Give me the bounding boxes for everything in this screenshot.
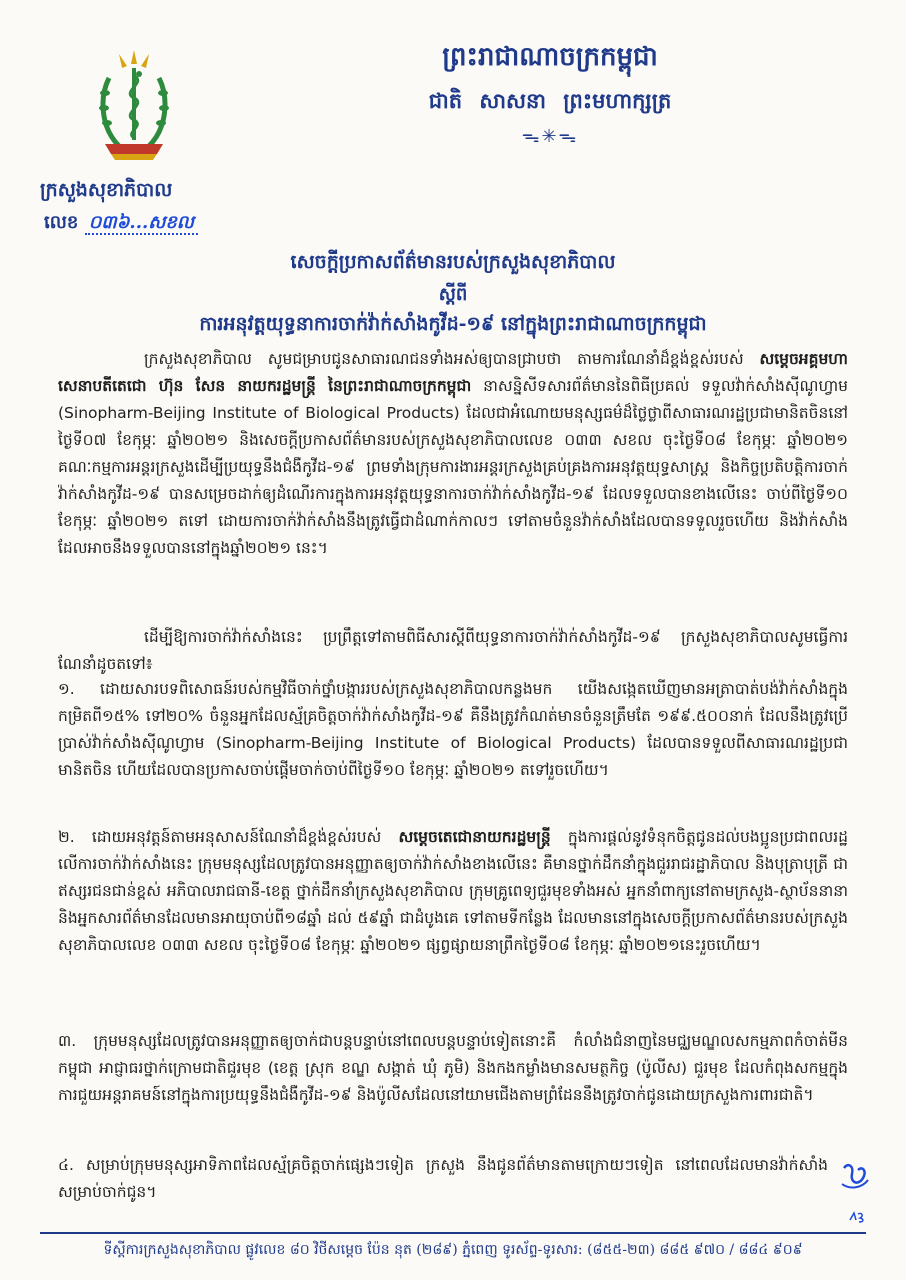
paragraph-guidance-text: ដើម្បីឱ្យការចាក់វ៉ាក់សាំងនេះ ប្រព្រឹត្តទៅតាមពិធីសារស្តីពីយុទ្ធនាការចាក់វ៉ាក់សាំងកូវីដ-១៩ ក្រសួងសុខាភិបាលសូមធ្វើការណែនាំដូចតទៅ៖ <box>58 628 848 673</box>
list-item-2-text-b: ក្នុងការផ្តល់នូវទំនុកចិត្តជូនដល់បងប្អូនប្រជាពលរដ្ឋលើការចាក់វ៉ាក់សាំងនេះ ក្រុមមនុស្សដែលត្រូវបានអនុញ្ញាតឲ្យចាក់វ៉ាក់សាំងខាងលើនេះ គឺមានថ្នាក់ដឹកនាំក្នុងជួររាជរដ្ឋាភិបាល និងបុត្រាបុត្រី ជាឥស្សរជនជាន់ខ្ពស់ អភិបាលរាជធានី-ខេត្ត ថ្នាក់ដឹកនាំក្រសួងសុខាភិបាល ក្រុមគ្រូពេទ្យជួរមុខទាំងអស់ អ្នកនាំពាក្យនៅតាមក្រសួង-ស្ថាប័ននានា និងអ្នកសារព័ត៌មានដែលមានអាយុចាប់ពី១៨ឆ្នាំ ដល់ ៥៩ឆ្នាំ ជាដំបូងគេ ទៅតាមទីកន្លែង ដែលមាននៅក្នុងសេចក្តីប្រកាសព័ត៌មានរបស់ក្រសួងសុខាភិបាលលេខ ០៣៣ សខល ចុះថ្ងៃទី០៨ ខែកុម្ភៈ ឆ្នាំ២០២១ ផ្សព្វផ្សាយនាព្រឹកថ្ងៃទី០៨ ខែកុម្ភៈ ឆ្នាំ២០២១នេះរួចហើយ។ <box>58 828 848 954</box>
announcement-subject-label: ស្តីពី <box>438 284 468 305</box>
footer-divider <box>40 1232 866 1234</box>
list-item-3-text: ៣. ក្រុមមនុស្សដែលត្រូវបានអនុញ្ញាតឲ្យចាក់ជាបន្តបន្ទាប់នៅពេលបន្តបន្ទាប់ទៀតនោះគឺ កំលាំងជំនាញនៃមជ្ឈមណ្ឌលសកម្មភាពកំចាត់មីនកម្ពុជា អាជ្ញាធរថ្នាក់ក្រោមជាតិជួរមុខ (ខេត្ត ស្រុក ខណ្ឌ សង្កាត់ ឃុំ ភូមិ) និងកងកម្លាំងមានសមត្ថកិច្ច (ប៉ូលីស) ជួរមុខ ដែលកំពុងសកម្មក្នុងការជួយអន្តរាគមន៍នៅក្នុងការប្រយុទ្ធនឹងជំងឺកូវីដ-១៩ និងប៉ូលីសដែលនៅយាមជើងតាមព្រំដែននឹងត្រូវចាក់ជូនដោយក្រសួងការពារជាតិ។ <box>58 1032 848 1104</box>
reference-handwritten: ០៣៦...សខល <box>85 212 198 235</box>
paragraph-guidance <box>58 624 848 678</box>
list-item-3 <box>58 1028 848 1109</box>
list-item-4-text: ៤. សម្រាប់ក្រុមមនុស្សអាទិភាពដែលស្ម័គ្រចិត្តចាក់ផ្សេងៗទៀត ក្រសួង នឹងជូនព័ត៌មានតាមក្រោយៗទៀត នៅពេលដែលមានវ៉ាក់សាំងសម្រាប់ចាក់ជូន។ <box>58 1156 828 1201</box>
list-item-2-bold: សម្តេចតេជោនាយករដ្ឋមន្ត្រី <box>398 828 551 846</box>
announcement-subject: ការអនុវត្តយុទ្ធនាការចាក់វ៉ាក់សាំងកូវីដ-១៩ នៅក្នុងព្រះរាជាណាចក្រកម្ពុជា <box>199 313 707 335</box>
list-item-2-text-a: ២. ដោយអនុវត្តន៍តាមអនុសាសន៍ណែនាំដ៏ខ្ពង់ខ្ពស់របស់ <box>58 828 399 846</box>
footer-address: ទីស្តីការក្រសួងសុខាភិបាល ផ្លូវលេខ ៨០ វិថីសម្តេច ប៉ែន នុត (២៨៩) ភ្នំពេញ ទូរស័ព្ទ-ទូរសារ: (៨៥៥-២៣) ៨៨៥ ៩៧០ / ៨៨៤ ៩០៩ <box>103 1242 803 1258</box>
ornament-divider: ᯓ✳ᯓ <box>521 126 579 147</box>
kingdom-heading: ព្រះរាជាណាចក្រកម្ពុជា <box>442 42 658 72</box>
reference-number <box>44 210 198 237</box>
ministry-emblem-icon <box>95 48 173 168</box>
paragraph-intro <box>58 346 848 562</box>
list-item-2 <box>58 824 848 959</box>
handwritten-initial-icon <box>838 1158 872 1192</box>
list-item-4 <box>58 1152 828 1206</box>
announcement-title: សេចក្តីប្រកាសព័ត៌មានរបស់ក្រសួងសុខាភិបាល <box>290 251 616 273</box>
list-item-1-text: ១. ដោយសារបទពិសោធន៍របស់កម្មវិធីចាក់ថ្នាំបង្ការរបស់ក្រសួងសុខាភិបាលកន្លងមក យើងសង្កេតឃើញមានអត្រាបាត់បង់វ៉ាក់សាំងក្នុងកម្រិតពី១៥% ទៅ២០% ចំនួនអ្នកដែលស្ម័គ្រចិត្តចាក់វ៉ាក់សាំងកូវីដ-១៩ គឺនឹងត្រូវកំណត់មានចំនួនត្រឹមតែ ១៩៩.៥០០នាក់ ដែលនឹងត្រូវប្រើប្រាស់វ៉ាក់សាំងស៊ីណូហ្វាម (Sinopharm-Beijing Institute of Biological Products) ដែលបានទទួលពីសាធារណរដ្ឋប្រជាមានិតចិន ហើយដែលបានប្រកាសចាប់ផ្តើមចាក់ចាប់ពីថ្ងៃទី១០ ខែកុម្ភៈ ឆ្នាំ២០២១ តទៅរួចហើយ។ <box>58 680 848 779</box>
paragraph-intro-bold: សម្តេចអគ្គមហាសេនាបតីតេជោ ហ៊ុន សែន នាយករដ្ឋមន្ត្រី នៃព្រះរាជាណាចក្រកម្ពុជា <box>58 350 848 395</box>
paragraph-intro-text-b: នាសន្និសីទសារព័ត៌មាននៃពិធីប្រគល់ ទទួលវ៉ាក់សាំងស៊ីណូហ្វាម (Sinopharm-Beijing Institute of Biological Products) ដែលជាអំណោយមនុស្សធម៌ដ៏ថ្លៃថ្លាពីសាធារណរដ្ឋប្រជាមានិតចិននៅថ្ងៃទី០៧ ខែកុម្ភៈ ឆ្នាំ២០២១ និងសេចក្តីប្រកាសព័ត៌មានរបស់ក្រសួងសុខាភិបាលលេខ ០៣៣ សខល ចុះថ្ងៃទី០៨ ខែកុម្ភៈ ឆ្នាំ២០២១ គណៈកម្មការអន្តរក្រសួងដើម្បីប្រយុទ្ធនឹងជំងឺកូវីដ-១៩ ព្រមទាំងក្រុមការងារអន្តរក្រសួងគ្រប់គ្រងការអនុវត្តយុទ្ធសាស្ត្រ និងកិច្ចប្រតិបត្តិការចាក់វ៉ាក់សាំងកូវីដ-១៩ បានសម្រេចដាក់ឲ្យដំណើរការក្នុងការអនុវត្តយុទ្ធនាការចាក់វ៉ាក់សាំងកូវីដ-១៩ ដែលទទួលបានខាងលើនេះ ចាប់ពីថ្ងៃទី១០ ខែកុម្ភៈ ឆ្នាំ២០២១ តទៅ ដោយការចាក់វ៉ាក់សាំងនឹងត្រូវធ្វើជាដំណាក់កាលៗ ទៅតាមចំនួនវ៉ាក់សាំងដែលបានទទួលរួចហើយ និងវ៉ាក់សាំងដែលអាចនឹងទទួលបាននៅក្នុងឆ្នាំ២០២១ នេះ។ <box>58 377 848 557</box>
paragraph-intro-text-a: ក្រសួងសុខាភិបាល សូមជម្រាបជូនសាធារណជនទាំងអស់ឲ្យបានជ្រាបថា តាមការណែនាំដ៏ខ្ពង់ខ្ពស់របស់ <box>144 350 760 368</box>
national-motto: ជាតិ សាសនា ព្រះមហាក្សត្រ <box>428 88 672 113</box>
reference-prefix: លេខ <box>44 212 79 233</box>
ministry-name: ក្រសួងសុខាភិបាល <box>40 179 173 201</box>
list-item-1 <box>58 676 848 784</box>
small-initial-mark-icon <box>848 1210 868 1224</box>
